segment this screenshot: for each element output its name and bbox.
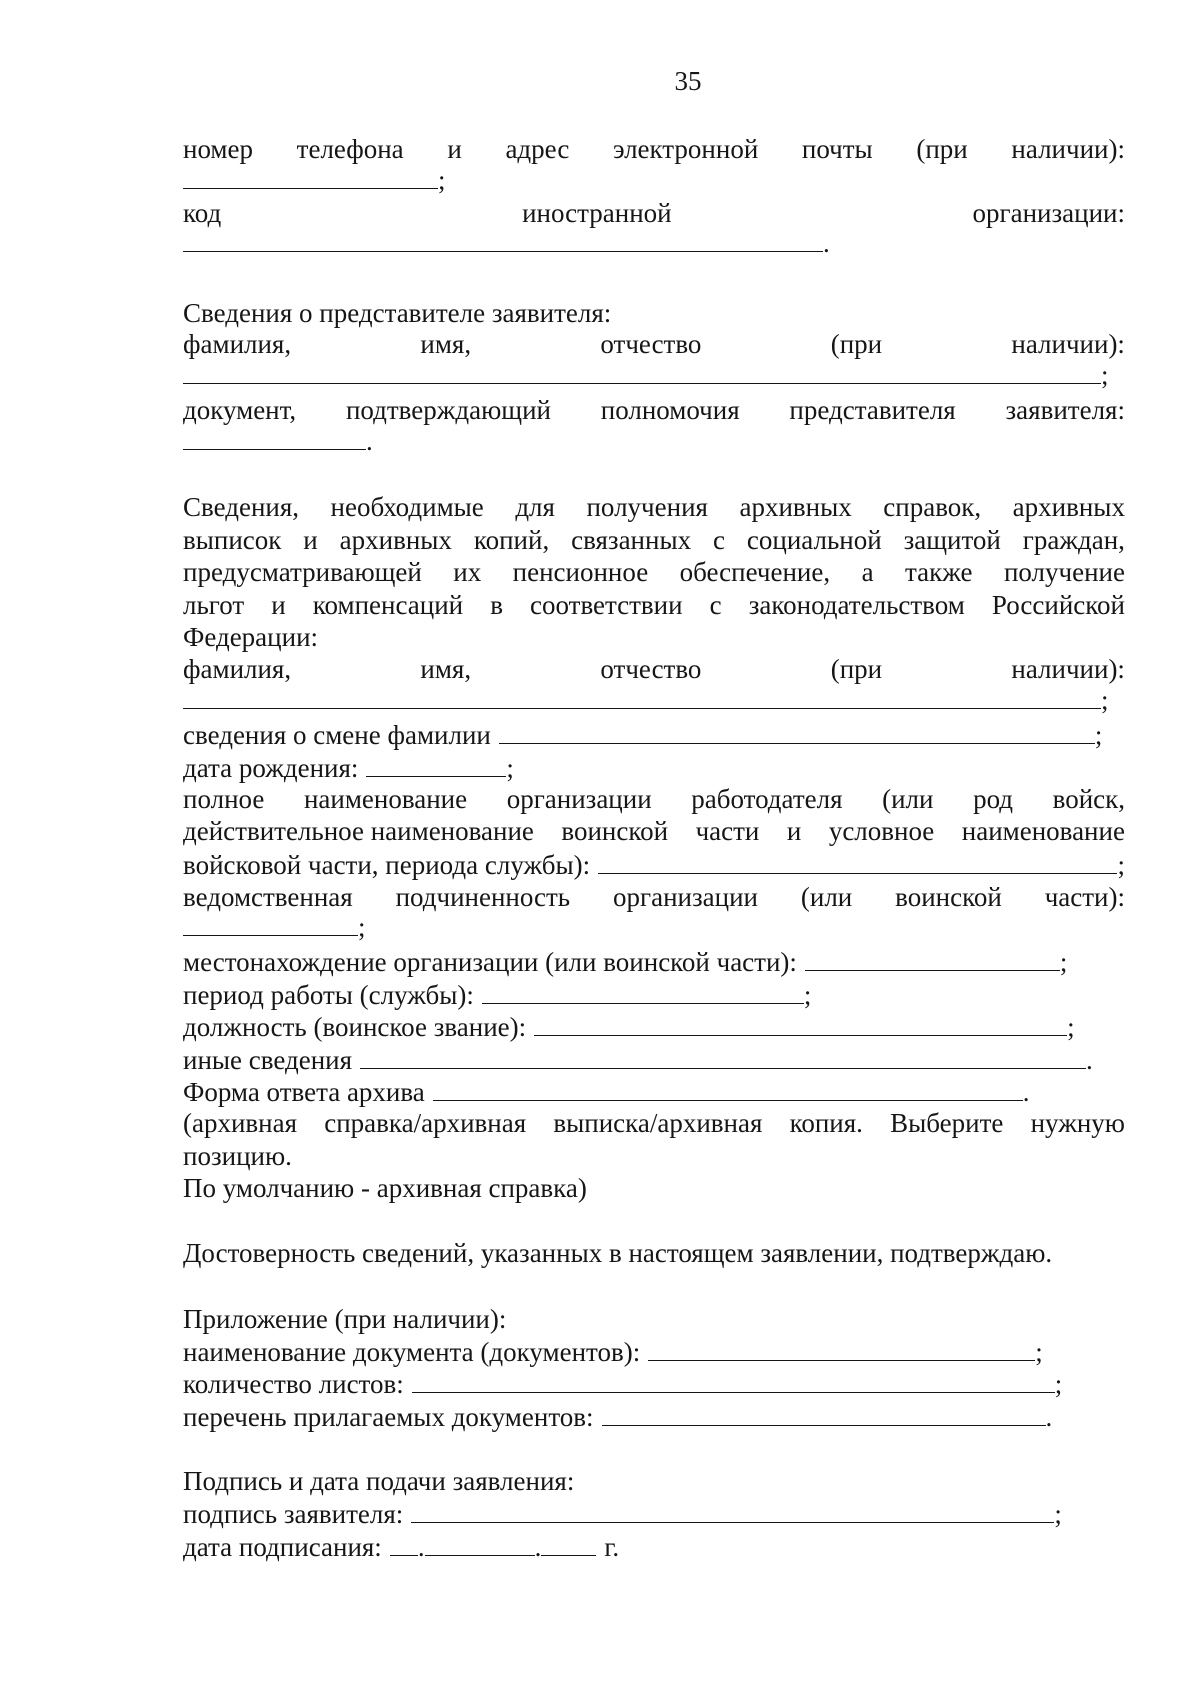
- default-note-line: По умолчанию - архивная справка): [183, 1173, 587, 1203]
- word: ведомственная: [183, 882, 353, 912]
- word: организации:: [972, 198, 1125, 228]
- sign-date-day-field[interactable]: [390, 1530, 418, 1556]
- attachment-sheets-label: количество листов:: [183, 1369, 404, 1399]
- word: (при: [830, 329, 883, 359]
- word: Российской: [991, 590, 1125, 620]
- word: род: [973, 784, 1014, 814]
- attachment-doc-name-field[interactable]: [648, 1335, 1035, 1361]
- word: (при: [916, 134, 968, 164]
- phone-email-field[interactable]: [183, 163, 438, 189]
- word: необходимые: [330, 492, 484, 522]
- word: с: [713, 525, 725, 555]
- attachment-doc-name-line: наименование документа (документов): ;: [183, 1337, 1043, 1367]
- word: иностранной: [522, 198, 672, 228]
- representative-doc-field[interactable]: [183, 424, 366, 450]
- other-info-field[interactable]: [360, 1043, 1086, 1069]
- location-label: местонахождение организации (или воинской части):: [183, 947, 797, 977]
- signature-field[interactable]: [411, 1497, 1054, 1523]
- answer-form-line: Форма ответа архива .: [183, 1077, 1030, 1107]
- word: наличии):: [1011, 654, 1125, 684]
- signature-label: подпись заявителя:: [183, 1499, 404, 1529]
- word: наличии):: [1011, 329, 1125, 359]
- word: фамилия,: [183, 329, 292, 359]
- birth-date-field[interactable]: [366, 751, 506, 777]
- word: нужную: [1030, 1108, 1125, 1138]
- citizen-fio-line: [183, 653, 1125, 686]
- word: полномочия: [600, 395, 740, 425]
- word: и: [303, 525, 318, 555]
- word: адрес: [505, 134, 570, 164]
- signature-line: подпись заявителя: ;: [183, 1499, 1062, 1529]
- word: воинской: [561, 816, 669, 846]
- word: подчиненность: [395, 882, 571, 912]
- word: справка/архивная: [324, 1108, 527, 1138]
- word: Выберите: [890, 1108, 1004, 1138]
- word: представителя: [789, 395, 956, 425]
- archive-para-line-2: [183, 524, 1125, 557]
- word: с: [709, 590, 722, 620]
- work-period-line: период работы (службы): ;: [183, 980, 812, 1010]
- word: их: [453, 557, 482, 587]
- attachment-doc-name-label: наименование документа (документов):: [183, 1337, 641, 1367]
- archive-para-line-5: Федерации:: [183, 622, 319, 652]
- org-code-field[interactable]: [183, 226, 823, 252]
- word: (или: [882, 784, 934, 814]
- sign-date-month-field[interactable]: [425, 1530, 535, 1556]
- word: копия.: [789, 1108, 863, 1138]
- representative-doc-line: [183, 394, 1125, 427]
- archive-para-line-3: [183, 556, 1125, 589]
- position-label: должность (воинское звание):: [183, 1012, 527, 1042]
- word: работодателя: [691, 784, 843, 814]
- word: фамилия,: [183, 654, 292, 684]
- word: электронной: [612, 134, 759, 164]
- attachment-list-line: перечень прилагаемых документов: .: [183, 1402, 1053, 1432]
- word: а: [861, 557, 874, 587]
- word: отчество: [600, 329, 702, 359]
- surname-change-field[interactable]: [499, 718, 1095, 744]
- surname-change-label: сведения о смене фамилии: [183, 720, 491, 750]
- position-line: должность (воинское звание): ;: [183, 1012, 1075, 1042]
- word: наименование: [303, 784, 468, 814]
- word: воинской: [895, 882, 1002, 912]
- word: пенсионное: [512, 557, 649, 587]
- word: и: [786, 816, 802, 846]
- word: имя,: [420, 654, 472, 684]
- word: получение: [1003, 557, 1125, 587]
- word: войск,: [1052, 784, 1125, 814]
- word: предусматривающей: [183, 557, 422, 587]
- word: защитой: [903, 525, 1001, 555]
- employer-label: войсковой части, периода службы):: [183, 850, 591, 880]
- archive-para-line-4: [183, 589, 1125, 622]
- signature-heading: Подпись и дата подачи заявления:: [183, 1466, 575, 1496]
- representative-doc-field-line: .: [183, 424, 1125, 457]
- answer-form-field[interactable]: [433, 1075, 1023, 1101]
- word: законодательством: [748, 590, 965, 620]
- attachment-list-field[interactable]: [602, 1400, 1046, 1426]
- answer-note-line-2: позицию.: [183, 1141, 292, 1171]
- word: для: [515, 492, 555, 522]
- word: связанных: [571, 525, 692, 555]
- word: компенсаций: [312, 590, 464, 620]
- location-line: местонахождение организации (или воинской части): ;: [183, 947, 1068, 977]
- citizen-fio-field[interactable]: [183, 683, 1101, 709]
- word: части):: [1044, 882, 1125, 912]
- word: почты: [801, 134, 873, 164]
- employer-line-1: [183, 783, 1125, 816]
- word: копий,: [473, 525, 550, 555]
- word: справок,: [883, 492, 982, 522]
- page-number: 35: [674, 66, 702, 96]
- confirmation-line: Достоверность сведений, указанных в настоящем заявлении, подтверждаю.: [183, 1238, 1053, 1268]
- subordination-field-line: ;: [183, 910, 1125, 943]
- word: получения: [586, 492, 708, 522]
- subordination-field[interactable]: [183, 910, 358, 936]
- representative-fio-line: [183, 328, 1125, 361]
- word: и: [447, 134, 462, 164]
- phone-email-line: [183, 133, 1125, 166]
- word: полное: [183, 784, 265, 814]
- word: части: [695, 816, 760, 846]
- representative-fio-field-line: ;: [183, 358, 1125, 391]
- year-suffix: г.: [604, 1532, 620, 1562]
- word: соответствии: [530, 590, 683, 620]
- citizen-fio-field-line: ;: [183, 683, 1125, 716]
- word: номер: [183, 134, 254, 164]
- archive-para-line-1: [183, 491, 1125, 524]
- other-info-line: иные сведения .: [183, 1045, 1093, 1075]
- work-period-field[interactable]: [482, 978, 804, 1004]
- answer-form-label: Форма ответа архива: [183, 1077, 425, 1107]
- attachment-sheets-field[interactable]: [412, 1367, 1055, 1393]
- word: отчество: [600, 654, 702, 684]
- employer-line-2: [183, 815, 1125, 848]
- representative-heading: Сведения о представителе заявителя:: [183, 298, 612, 328]
- word: наличии):: [1011, 134, 1125, 164]
- word: архивных: [339, 525, 452, 555]
- word: код: [183, 198, 222, 228]
- word: выписка/архивная: [553, 1108, 763, 1138]
- word: документ,: [183, 395, 297, 425]
- work-period-label: период работы (службы):: [183, 980, 474, 1010]
- position-field[interactable]: [534, 1010, 1067, 1036]
- word: подтверждающий: [345, 395, 551, 425]
- employer-line-3: войсковой части, периода службы): ;: [183, 850, 1125, 880]
- word: телефона: [296, 134, 404, 164]
- word: и: [271, 590, 286, 620]
- word: наименование: [961, 816, 1125, 846]
- attachment-heading: Приложение (при наличии):: [183, 1304, 507, 1334]
- word: также: [904, 557, 973, 587]
- word: организации: [506, 784, 652, 814]
- word: социальной: [746, 525, 882, 555]
- word: граждан,: [1022, 525, 1125, 555]
- attachment-sheets-line: количество листов: ;: [183, 1369, 1063, 1399]
- word: (или: [800, 882, 853, 912]
- word: (при: [830, 654, 883, 684]
- word: выписок: [183, 525, 282, 555]
- word: Сведения,: [183, 492, 300, 522]
- word: действительное наименование: [183, 816, 534, 846]
- word: заявителя:: [1005, 395, 1125, 425]
- other-info-label: иные сведения: [183, 1045, 353, 1075]
- representative-fio-field[interactable]: [183, 358, 1101, 384]
- phone-email-field-line: ;: [183, 163, 1125, 196]
- birth-date-label: дата рождения:: [183, 753, 359, 783]
- sign-date-label: дата подписания:: [183, 1532, 382, 1562]
- word: условное: [828, 816, 935, 846]
- sign-date-line: дата подписания: . . г.: [183, 1532, 620, 1562]
- word: имя,: [420, 329, 472, 359]
- word: (архивная: [183, 1108, 298, 1138]
- surname-change-line: сведения о смене фамилии ;: [183, 720, 1103, 750]
- org-code-field-line: .: [183, 226, 1125, 259]
- sign-date-year-field[interactable]: [541, 1530, 596, 1556]
- location-field[interactable]: [805, 945, 1060, 971]
- answer-note-line-1: [183, 1107, 1125, 1140]
- word: льгот: [183, 590, 245, 620]
- word: обеспечение,: [679, 557, 831, 587]
- birth-date-line: дата рождения: ;: [183, 753, 514, 783]
- word: архивных: [1012, 492, 1125, 522]
- word: в: [490, 590, 503, 620]
- word: архивных: [739, 492, 852, 522]
- attachment-list-label: перечень прилагаемых документов:: [183, 1402, 594, 1432]
- employer-field[interactable]: [598, 848, 1117, 874]
- word: организации: [613, 882, 758, 912]
